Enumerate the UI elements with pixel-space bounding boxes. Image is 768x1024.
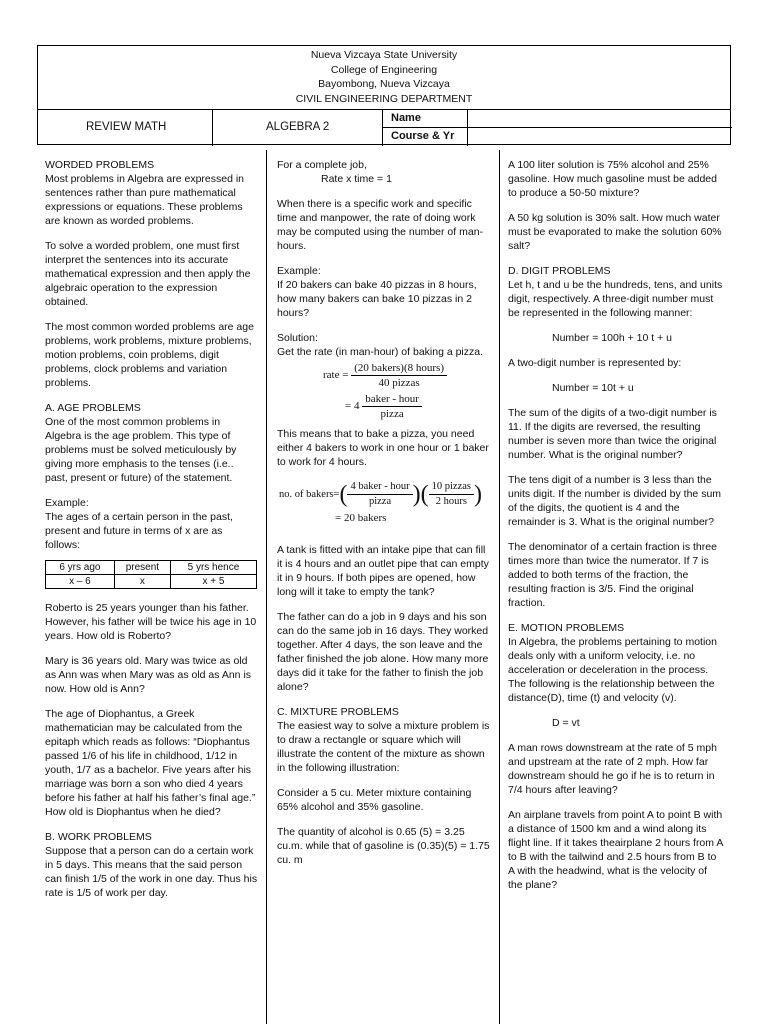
table-cell: present <box>114 561 170 575</box>
heading-mixture-problems: C. MIXTURE PROBLEMS <box>277 706 399 718</box>
paragraph: The denominator of a certain fraction is three times more than twice the numerator. If 7 is added to both terms of the fraction, the resulting fraction is 3/5. Find the original fraction. <box>508 541 717 609</box>
heading-digit-problems: D. DIGIT PROBLEMS <box>508 265 611 277</box>
table-row <box>46 561 257 575</box>
motion-formula: D = vt <box>552 717 580 729</box>
fill-in-cell <box>468 110 732 146</box>
paragraph: Most problems in Algebra are expressed in sentences rather than pure mathematical expressions or equations. These problems are known as worded problems. <box>45 173 245 227</box>
course-label-cell <box>383 128 467 146</box>
table-row <box>46 575 257 589</box>
denominator: 2 hours <box>435 496 467 507</box>
equation-lhs: rate = <box>323 369 349 382</box>
paragraph: Let h, t and u be the hundreds, tens, and units digit, respectively. A three-digit number must be represented in the following manner: <box>508 279 723 319</box>
paragraph: The easiest way to solve a mixture problem is to draw a rectangle or square which will illustrate the content of the mixture as shown in the following illustration: <box>277 720 490 774</box>
paragraph: The father can do a job in 9 days and his son can do the same job in 16 days. They worked together. After 4 days, the son leave and the father finished the job alone. How many more days did it take for the father to finish the job alone? <box>277 611 489 693</box>
location: Bayombong, Nueva Vizcaya <box>318 78 450 90</box>
two-digit-formula: Number = 10t + u <box>552 382 634 394</box>
name-label: Name <box>391 112 421 124</box>
paragraph: A 100 liter solution is 75% alcohol and 25% gasoline. How much gasoline must be added to produce a 50-50 mixture? <box>508 159 717 199</box>
table-cell: 5 yrs hence <box>170 561 256 575</box>
name-field[interactable] <box>468 110 732 128</box>
table-cell: x – 6 <box>46 575 115 589</box>
table-cell: x + 5 <box>170 575 256 589</box>
institution-block <box>38 48 730 106</box>
paragraph: A 50 kg solution is 30% salt. How much water must be evaporated to make the solution 60% salt? <box>508 212 722 252</box>
denominator: 40 pizzas <box>378 377 420 389</box>
table-cell: 6 yrs ago <box>46 561 115 575</box>
paragraph: One of the most common problems in Algebra is the age problem. This type of problems must be solved meticulously by giving more emphasis to the tenses (i.e.. past, present or future) of the statement. <box>45 416 237 484</box>
paren-right: ) <box>412 481 421 508</box>
paren-left: ( <box>339 481 348 508</box>
numerator: 4 baker - hour <box>347 480 412 495</box>
header-info-row <box>38 109 730 146</box>
denominator: pizza <box>368 496 392 507</box>
fraction <box>347 480 412 509</box>
paragraph: This means that to bake a pizza, you need either 4 bakers to work in one hour or 1 baker to work for 4 hours. <box>277 428 489 468</box>
topic-label: ALGEBRA 2 <box>266 121 330 133</box>
paragraph: The ages of a certain person in the past, present and future in terms of x are as follows: <box>45 511 233 551</box>
paren-right: ) <box>474 481 483 508</box>
paragraph: The tens digit of a number is 3 less than the units digit. If the number is divided by the sum of the digits, the quotient is 4 and the remainder is 3. What is the original number? <box>508 474 722 528</box>
heading-motion-problems: E. MOTION PROBLEMS <box>508 622 625 634</box>
paragraph: To solve a worded problem, one must first interpret the sentences into its accurate mathematical expression and then apply the algebraic operation to the expression obtained. <box>45 240 251 308</box>
paragraph: A man rows downstream at the rate of 5 mph and upstream at the rate of 2 mph. How far downstream should he go if he is to return in 7/4 hours after leaving? <box>508 742 717 796</box>
rate-result <box>345 392 493 421</box>
header-box <box>37 45 731 145</box>
solution-label: Solution: <box>277 332 318 344</box>
column-3 <box>508 158 723 903</box>
paragraph: When there is a specific work and specific time and manpower, the rate of doing work may be computed using the number of man-hours. <box>277 198 484 252</box>
paragraph: An airplane travels from point A to point B with a distance of 1500 km and a wind along its flight line. If it takes theairplane 2 hours from A to B with the tailwind and 2.5 hours from B to A with the headwind, what is the velocity of the plane? <box>508 809 723 891</box>
paragraph: Suppose that a person can do a certain work in 5 days. This means that the said person can finish 1/5 of the work in one day. Thus his rate is 1/5 of work per day. <box>45 845 258 899</box>
rate-formula: Rate x time = 1 <box>321 173 392 185</box>
labels-cell <box>383 110 468 146</box>
heading-age-problems: A. AGE PROBLEMS <box>45 402 141 414</box>
bakers-equation <box>279 480 493 509</box>
age-table <box>45 560 257 589</box>
numerator: baker - hour <box>362 392 422 407</box>
paragraph: A two-digit number is represented by: <box>508 357 682 369</box>
heading-work-problems: B. WORK PROBLEMS <box>45 831 152 843</box>
paragraph: Get the rate (in man-hour) of baking a pizza. <box>277 346 484 358</box>
topic-cell <box>213 110 383 146</box>
paren-left: ( <box>420 481 429 508</box>
three-digit-formula: Number = 100h + 10 t + u <box>552 332 672 344</box>
subject-label: REVIEW MATH <box>86 121 167 133</box>
fraction <box>362 392 422 421</box>
department-name: CIVIL ENGINEERING DEPARTMENT <box>295 92 473 105</box>
example-label: Example: <box>277 265 321 277</box>
paragraph: Roberto is 25 years younger than his father. However, his father will be twice his age in 10 years. How old is Roberto? <box>45 602 257 642</box>
paragraph: The sum of the digits of a two-digit number is 11. If the digits are reversed, the resulting number is seven more than twice the original number. What is the original number? <box>508 407 717 461</box>
paragraph: The most common worded problems are age problems, work problems, mixture problems, motion problems, coin problems, digit problems, clock problems and variation problems. <box>45 321 254 389</box>
university-name: Nueva Vizcaya State University <box>310 49 458 61</box>
fraction <box>429 480 474 509</box>
paragraph: For a complete job, <box>277 159 367 171</box>
subject-cell <box>38 110 213 146</box>
column-divider-2 <box>499 150 500 1024</box>
equation-lhs: = 4 <box>345 400 360 413</box>
course-label: Course & Yr <box>391 130 455 142</box>
paragraph: In Algebra, the problems pertaining to motion deals only with a uniform velocity, i.e. no acceleration or deceleration in the process. The following is the relationship between the distance(D), time (t) and velocity (v). <box>508 636 717 704</box>
column-2 <box>277 158 493 878</box>
example-label: Example: <box>45 497 89 509</box>
equation-lhs: no. of bakers= <box>279 488 340 500</box>
numerator: 10 pizzas <box>429 480 474 495</box>
denominator: pizza <box>380 408 404 420</box>
fraction <box>351 361 447 390</box>
column-divider-1 <box>266 150 267 1024</box>
column-1 <box>45 158 258 911</box>
paragraph: If 20 bakers can bake 40 pizzas in 8 hours, how many bakers can bake 10 pizzas in 2 hours? <box>277 279 477 319</box>
course-field[interactable] <box>468 128 732 146</box>
rate-equation <box>323 361 493 390</box>
paragraph: The quantity of alcohol is 0.65 (5) = 3.25 cu.m. while that of gasoline is (0.35)(5) = 1.75 cu. m <box>277 826 490 866</box>
paragraph: A tank is fitted with an intake pipe that can fill it is 4 hours and an outlet pipe that can empty it in 9 hours. If both pipes are opened, how long will it take to empty the tank? <box>277 544 489 598</box>
paragraph: Consider a 5 cu. Meter mixture containing 65% alcohol and 35% gasoline. <box>277 787 472 813</box>
heading-worded-problems: WORDED PROBLEMS <box>45 159 155 171</box>
paragraph: Mary is 36 years old. Mary was twice as old as Ann was when Mary was as old as Ann is now. How old is Ann? <box>45 655 252 695</box>
table-cell: x <box>114 575 170 589</box>
college-name: College of Engineering <box>330 63 438 76</box>
paragraph: The age of Diophantus, a Greek mathematician may be calculated from the epitaph which reads as follows: “Diophantus passed 1/6 of his life in childhood, 1/12 in youth, 1/7 as a bachelor. Five years after his marriage was born a son who died 4 years before his father at half his father’s final age.” How old is Diophantus when he died? <box>45 708 256 818</box>
bakers-result: = 20 bakers <box>335 512 387 524</box>
numerator: (20 bakers)(8 hours) <box>351 361 447 376</box>
name-label-cell <box>383 110 467 128</box>
